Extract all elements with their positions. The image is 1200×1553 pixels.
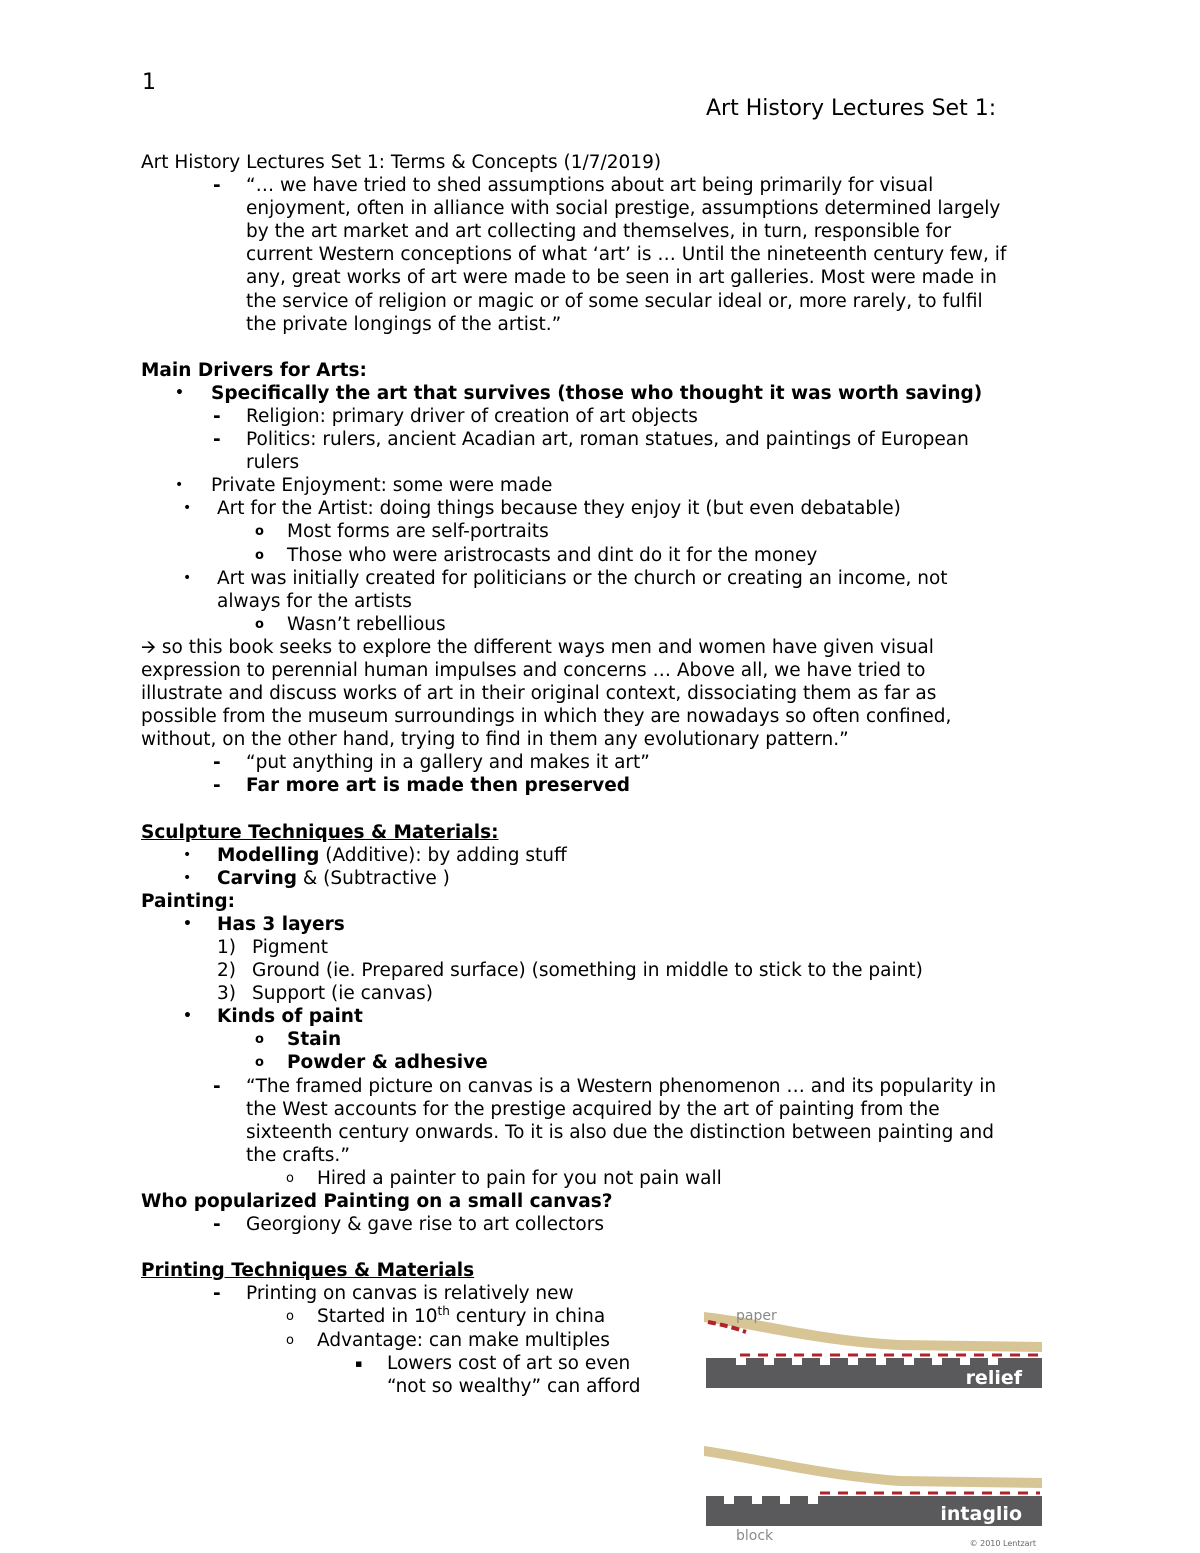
quote-line: the crafts.” xyxy=(246,1144,350,1166)
quote-line: the service of religion or magic or of some secular ideal or, more rarely, to fulfil xyxy=(246,290,983,312)
list-item-text: century in china xyxy=(449,1306,606,1328)
list-item xyxy=(141,428,1071,474)
bullet-marker: • xyxy=(183,915,192,932)
list-item-text: Has 3 layers xyxy=(217,913,345,935)
paragraph-line: illustrate and discuss works of art in their original context, dissociating them as far as xyxy=(141,683,937,705)
list-item xyxy=(141,913,1071,936)
quote-framed xyxy=(141,1075,1071,1167)
document-title: Art History Lectures Set 1: Terms & Concepts (1/7/2019) xyxy=(141,152,662,173)
list-item-text: Those who were aristrocasts and dint do it for the money xyxy=(287,544,818,566)
paper-intaglio xyxy=(704,1446,1042,1488)
dash-marker: - xyxy=(213,1283,221,1305)
list-item xyxy=(141,1051,1071,1074)
dash-marker: - xyxy=(213,775,221,797)
square-marker: ▪ xyxy=(355,1356,363,1370)
section-heading-drivers: Main Drivers for Arts: xyxy=(141,359,367,381)
quote-line: “The framed picture on canvas is a Western phenomenon … and its popularity in xyxy=(246,1075,997,1097)
bullet-marker: • xyxy=(183,846,192,863)
relief-label: relief xyxy=(965,1367,1022,1389)
list-item-text: Religion: primary driver of creation of art objects xyxy=(246,405,698,427)
list-item-text: Printing on canvas is relatively new xyxy=(246,1283,574,1305)
list-item xyxy=(141,774,1071,797)
term-carving: Carving xyxy=(217,867,297,889)
quote-line: by the art market and art collecting and themselves, in turn, responsible for xyxy=(246,221,952,243)
list-item-text: Private Enjoyment: some were made xyxy=(211,475,553,497)
number-marker: 2) xyxy=(217,960,236,982)
term-description: (Additive): by adding stuff xyxy=(319,844,567,866)
numbered-item-text: Ground (ie. Prepared surface) (something in middle to stick to the paint) xyxy=(252,960,923,982)
numbered-item xyxy=(141,982,1071,1005)
paragraph-line: expression to perennial human impulses and concerns … Above all, we have tried to xyxy=(141,659,926,681)
dash-marker: - xyxy=(213,429,221,451)
numbered-item-text: Pigment xyxy=(252,937,329,958)
bullet-marker: • xyxy=(183,500,192,517)
list-item-text: Lowers cost of art so even xyxy=(387,1352,631,1374)
list-item xyxy=(141,613,1071,636)
list-item-text: Started in 10 xyxy=(317,1306,438,1328)
printing-diagram xyxy=(700,1300,1050,1550)
quote-line: current Western conceptions of what ‘art’ is … Until the nineteenth century few, if xyxy=(246,244,1007,266)
list-item xyxy=(141,1028,1071,1051)
circle-marker: o xyxy=(286,1309,294,1325)
list-item-text: Hired a painter to pain for you not pain wall xyxy=(317,1167,722,1189)
list-item-text: “not so wealthy” can afford xyxy=(387,1375,641,1397)
circle-marker: o xyxy=(255,616,264,632)
list-item xyxy=(141,1005,1071,1028)
circle-marker: o xyxy=(286,1170,294,1186)
number-marker: 1) xyxy=(217,937,236,958)
circle-marker: o xyxy=(255,1032,264,1048)
list-item xyxy=(141,1167,1071,1190)
numbered-item xyxy=(141,959,1071,982)
paragraph-line: without, on the other hand, trying to find in them any evolutionary pattern.” xyxy=(141,729,849,751)
list-item-text: Most forms are self-portraits xyxy=(287,521,549,543)
dash-marker: - xyxy=(213,1214,221,1236)
list-item xyxy=(141,844,1071,867)
list-item-text: Powder & adhesive xyxy=(287,1052,488,1074)
copyright-text: © 2010 Lentzart xyxy=(969,1539,1036,1548)
list-item-text: Politics: rulers, ancient Acadian art, roman statues, and paintings of European xyxy=(246,429,969,451)
list-item-text: Art for the Artist: doing things because they enjoy it (but even debatable) xyxy=(217,498,901,520)
quote-intro xyxy=(141,174,1071,336)
quote-line: enjoyment, often in alliance with social prestige, assumptions determined largely xyxy=(246,198,1001,220)
section-heading-printing: Printing Techniques & Materials xyxy=(141,1260,475,1282)
list-item xyxy=(141,567,1071,613)
quote-line: sixteenth century onwards. To it is also due the distinction between painting and xyxy=(246,1121,995,1143)
paragraph-line: possible from the museum surroundings in which they are nowadays so often confined, xyxy=(141,706,952,728)
numbered-item-text: Support (ie canvas) xyxy=(252,983,434,1005)
block-label: block xyxy=(736,1528,774,1544)
quote-line: “… we have tried to shed assumptions about art being primarily for visual xyxy=(246,175,934,197)
list-item-text: Advantage: can make multiples xyxy=(317,1329,610,1351)
document-body xyxy=(141,151,1071,1398)
list-item xyxy=(141,1213,1071,1236)
term-description: & (Subtractive ) xyxy=(297,867,450,889)
dash-marker: - xyxy=(213,1075,221,1097)
dash-marker: - xyxy=(213,175,221,197)
list-item xyxy=(141,405,1071,428)
list-item-text: Stain xyxy=(287,1029,342,1051)
list-item xyxy=(141,474,1071,497)
number-marker: 3) xyxy=(217,983,236,1005)
quote-line: the West accounts for the prestige acquired by the art of painting from the xyxy=(246,1098,940,1120)
circle-marker: o xyxy=(286,1332,294,1348)
bullet-marker: • xyxy=(183,569,192,586)
list-item-text: Kinds of paint xyxy=(217,1006,363,1028)
list-item xyxy=(141,382,1071,405)
circle-marker: o xyxy=(255,524,264,540)
dash-marker: - xyxy=(213,405,221,427)
intaglio-label: intaglio xyxy=(940,1503,1022,1525)
list-item-text: Far more art is made then preserved xyxy=(246,775,630,797)
list-item xyxy=(141,751,1071,774)
list-item-text: Specifically the art that survives (those who thought it was worth saving) xyxy=(211,382,983,404)
dash-marker: - xyxy=(213,752,221,774)
paragraph-line: 🡪 so this book seeks to explore the different ways men and women have given visual xyxy=(141,636,934,658)
quote-line: any, great works of art were made to be seen in art galleries. Most were made in xyxy=(246,267,997,289)
superscript: th xyxy=(437,1304,450,1319)
section-heading-painting: Painting: xyxy=(141,890,236,912)
list-item-text: Art was initially created for politicians or the church or creating an income, not xyxy=(217,567,948,589)
circle-marker: o xyxy=(255,547,264,563)
section-heading-popularized: Who popularized Painting on a small canvas? xyxy=(141,1191,613,1213)
list-item-text: Wasn’t rebellious xyxy=(287,613,446,635)
bullet-marker: • xyxy=(175,477,184,494)
list-item-text: Georgiony & gave rise to art collectors xyxy=(246,1214,604,1236)
list-item xyxy=(141,544,1071,567)
term-modelling: Modelling xyxy=(217,844,320,866)
page-number: 1 xyxy=(142,70,156,95)
list-item-text: rulers xyxy=(246,452,300,474)
paper-label: paper xyxy=(736,1308,777,1324)
quote-line: the private longings of the artist.” xyxy=(246,313,562,335)
page-header-title: Art History Lectures Set 1: xyxy=(706,96,997,121)
bullet-marker: • xyxy=(175,384,184,401)
list-item xyxy=(141,497,1071,520)
section-heading-sculpture: Sculpture Techniques & Materials: xyxy=(141,821,499,843)
circle-marker: o xyxy=(255,1055,264,1071)
bullet-marker: • xyxy=(183,1008,192,1025)
list-item-text: always for the artists xyxy=(217,590,412,612)
list-item xyxy=(141,867,1071,890)
numbered-item xyxy=(141,936,1071,959)
bullet-marker: • xyxy=(183,869,192,886)
list-item xyxy=(141,520,1071,543)
list-item-text: “put anything in a gallery and makes it art” xyxy=(246,752,650,774)
